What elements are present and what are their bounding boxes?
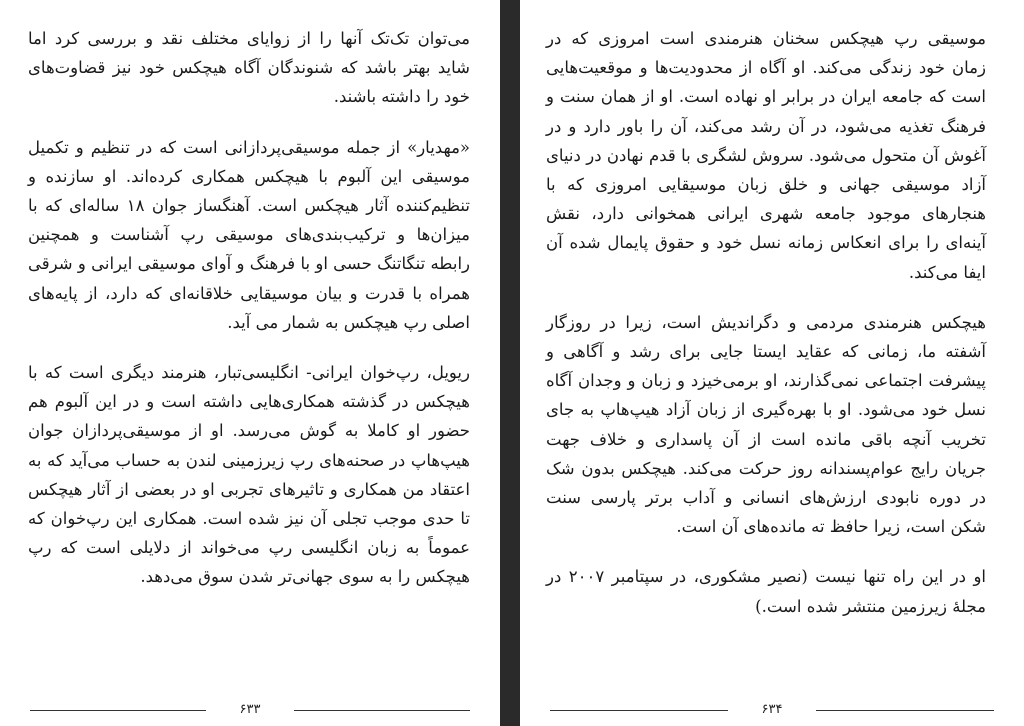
- footer-rule: [816, 710, 994, 711]
- left-page-footer: [30, 702, 470, 718]
- left-paragraph-1: می‌توان تک‌تک آنها را از زوایای مختلف نقد و بررسی کرد اما شاید بهتر باشد که شنوندگان آگاه هیچکس خود نیز قضاوت‌های خود را داشته باشند.: [28, 29, 470, 107]
- left-paragraph-2: «مهدیار» از جمله موسیقی‌پردازانی است که در تنظیم و تکمیل موسیقی این آلبوم با هیچکس همکاری کرده‌اند. او سازنده و تنظیم‌کننده آثار هیچکس است. آهنگساز جوان ۱۸ ساله‌ای که با میزان‌ها و ترکیب‌بندی‌های موسیقی رپ آشناست و همچنین رابطه تنگاتنگ حسی او با فرهنگ و آوای موسیقی ایرانی و شرقی همراه با قدرت و بیان موسیقایی خلاقانه‌ای که دارد، از پایه‌های اصلی رپ هیچکس به شمار می آید.: [28, 137, 470, 332]
- right-paragraph-1: موسیقی رپ هیچکس سخنان هنرمندی است امروزی که در زمان خود زندگی می‌کند. او آگاه از محدودیت‌ها و موقعیت‌هایی است که جامعه ایران در برابر او نهاده است. او از همان سنت و فرهنگ تغذیه می‌شود، در آن رشد می‌کند، آن را باور دارد و در آغوش آن متحول می‌شود. سروش لشگری با قدم نهادن در دنیای آزاد موسیقی جهانی و خلق زبان موسیقایی امروزی که با هنجارهای موجود جامعه شهری ایرانی همخوانی دارد، نقش آینه‌ای را برای انعکاس زمانه نسل خود و حقوق پایمال شده آن ایفا می‌کند.: [546, 29, 986, 282]
- right-paragraph-3: او در این راه تنها نیست (نصیر مشکوری، در سپتامبر ۲۰۰۷ در مجلهٔ زیرزمین منتشر شده است.): [546, 567, 986, 616]
- left-paragraph-3: ریویل، رپ‌خوان ایرانی- انگلیسی‌تبار، هنرمند دیگری است که با هیچکس در گذشته همکاری‌هایی داشته است و در این آلبوم هم حضور او کاملا به گوش می‌رسد. او از موسیقی‌پردازان جوان هیپ‌هاپ در صحنه‌های رپ زیرزمینی لندن به حساب می‌آید که به اعتقاد من همکاری و تاثیرهای تجربی او در بعضی از آثار هیچکس تا حدی موجب تجلی آن نیز شده است. همکاری این رپ‌خوان که عموماً به زبان انگلیسی رپ می‌خواند از دلایلی است که رپ هیچکس را به سوی جهانی‌تر شدن سوق می‌دهد.: [28, 363, 470, 587]
- footer-rule: [294, 710, 470, 711]
- right-paragraph-2: هیچکس هنرمندی مردمی و دگراندیش است، زیرا در روزگار آشفته ما، زمانی که عقاید ایستا جایی برای رشد و آگاهی و پیشرفت اجتماعی نمی‌گذارند، او برمی‌خیزد و زبان و وجدان آگاه نسل خود می‌شود. او با بهره‌گیری از زبان آزاد هیپ‌هاپ به جای تخریب آنچه باقی مانده است از آن پاسداری و خلاف جهت جریان رایج عوام‌پسندانه روز حرکت می‌کند. هیچکس بدون شک در دوره نابودی ارزش‌های انسانی و آداب برتر پارسی سنت شکن است، زیرا حافظ ته مانده‌های آن است.: [546, 312, 986, 537]
- right-page-footer: [550, 702, 994, 718]
- right-page-body: [546, 24, 986, 642]
- left-page-body: [28, 24, 470, 613]
- left-page: [0, 0, 500, 726]
- left-page-number: ۶۳۳: [239, 702, 261, 717]
- right-page-number: ۶۳۴: [761, 702, 783, 717]
- right-page: [520, 0, 1024, 726]
